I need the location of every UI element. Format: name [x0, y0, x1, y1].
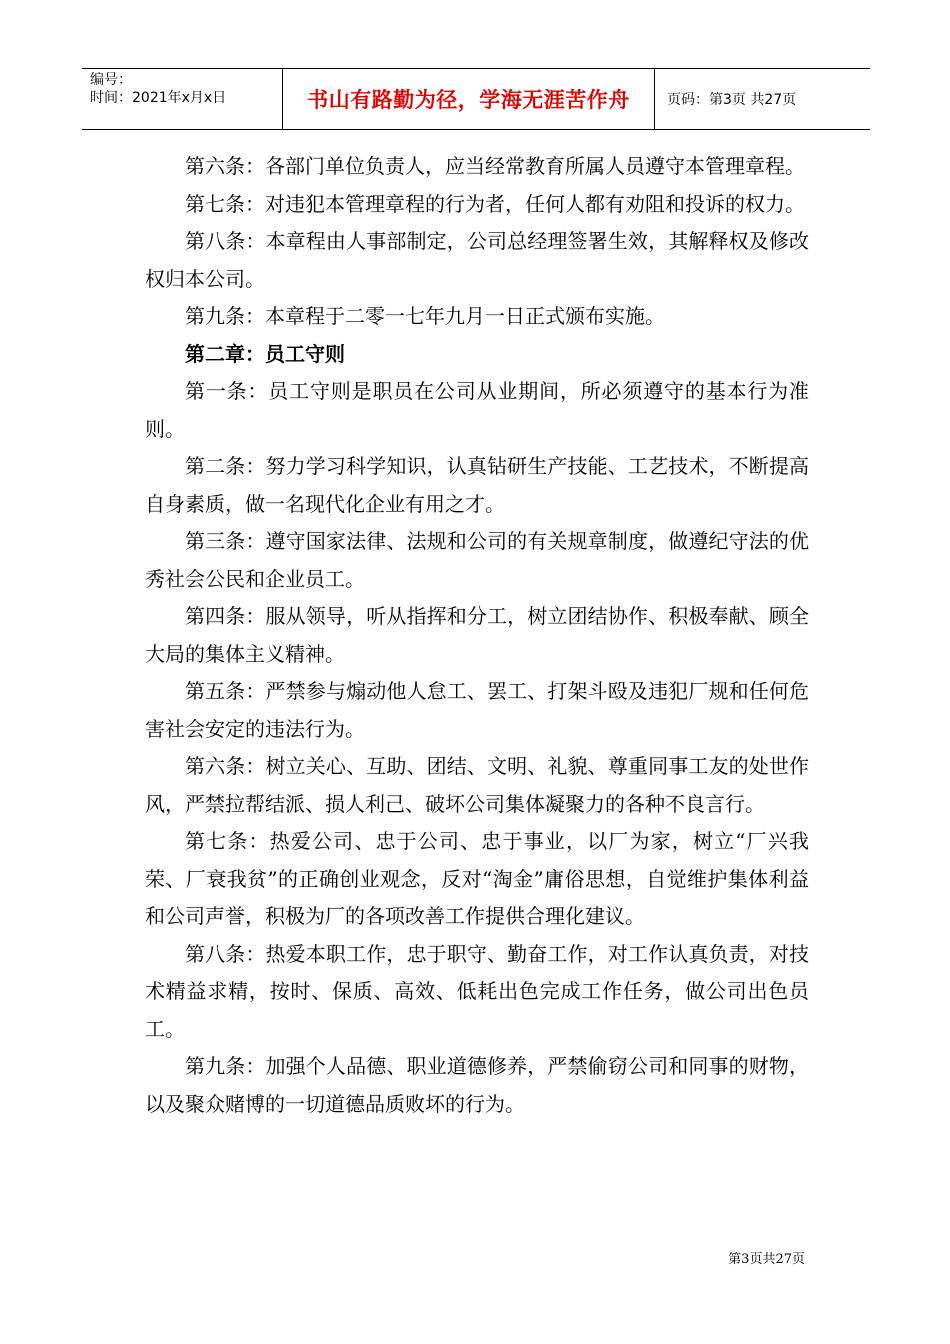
date-label: 时间：2021年x月x日	[90, 90, 227, 106]
article-paragraph: 第六条：各部门单位负责人，应当经常教育所属人员遵守本管理章程。	[185, 154, 805, 178]
number-label: 编号：	[90, 72, 132, 88]
header-page-info: 页码：第3页 共27页	[667, 92, 797, 108]
page-footer: 第3页共27页	[728, 1252, 805, 1267]
article-paragraph: 第六条：树立关心、互助、团结、文明、礼貌、尊重同事工友的处世作风，严禁拉帮结派、损人利己、破坏公司集体凝聚力的各种不良言行。	[145, 754, 809, 816]
article-paragraph: 第二条：努力学习科学知识，认真钻研生产技能、工艺技术，不断提高自身素质，做一名现代化企业有用之才。	[145, 454, 809, 516]
document-header	[82, 68, 870, 130]
article-paragraph: 第八条：热爱本职工作，忠于职守、勤奋工作，对工作认真负责，对技术精益求精，按时、保质、高效、低耗出色完成工作任务，做公司出色员工。	[145, 941, 809, 1041]
article-paragraph: 第一条：员工守则是职员在公司从业期间，所必须遵守的基本行为准则。	[145, 379, 809, 441]
header-meta	[82, 69, 282, 129]
article-paragraph: 第五条：严禁参与煽动他人怠工、罢工、打架斗殴及违犯厂规和任何危害社会安定的违法行为。	[145, 679, 809, 741]
article-paragraph: 第七条：热爱公司、忠于公司、忠于事业，以厂为家，树立“厂兴我荣、厂衰我贫”的正确创业观念，反对“淘金”庸俗思想，自觉维护集体利益和公司声誉，积极为厂的各项改善工作提供合理化建议。	[145, 829, 809, 928]
article-paragraph: 第四条：服从领导，听从指挥和分工，树立团结协作、积极奉献、顾全大局的集体主义精神。	[145, 604, 809, 666]
article-paragraph: 第七条：对违犯本管理章程的行为者，任何人都有劝阻和投诉的权力。	[185, 191, 805, 216]
article-paragraph: 第八条：本章程由人事部制定，公司总经理签署生效，其解释权及修改权归本公司。	[145, 229, 809, 291]
document-body	[145, 148, 809, 1123]
article-paragraph: 第九条：本章程于二零一七年九月一日正式颁布实施。	[185, 304, 665, 328]
chapter-heading: 第二章：员工守则	[185, 341, 345, 366]
article-paragraph: 第三条：遵守国家法律、法规和公司的有关规章制度，做遵纪守法的优秀社会公民和企业员工。	[145, 529, 809, 591]
header-motto: 书山有路勤为径，学海无涯苦作舟	[282, 69, 655, 129]
article-paragraph: 第九条：加强个人品德、职业道德修养，严禁偷窃公司和同事的财物，以及聚众赌博的一切道德品质败坏的行为。	[145, 1054, 809, 1116]
